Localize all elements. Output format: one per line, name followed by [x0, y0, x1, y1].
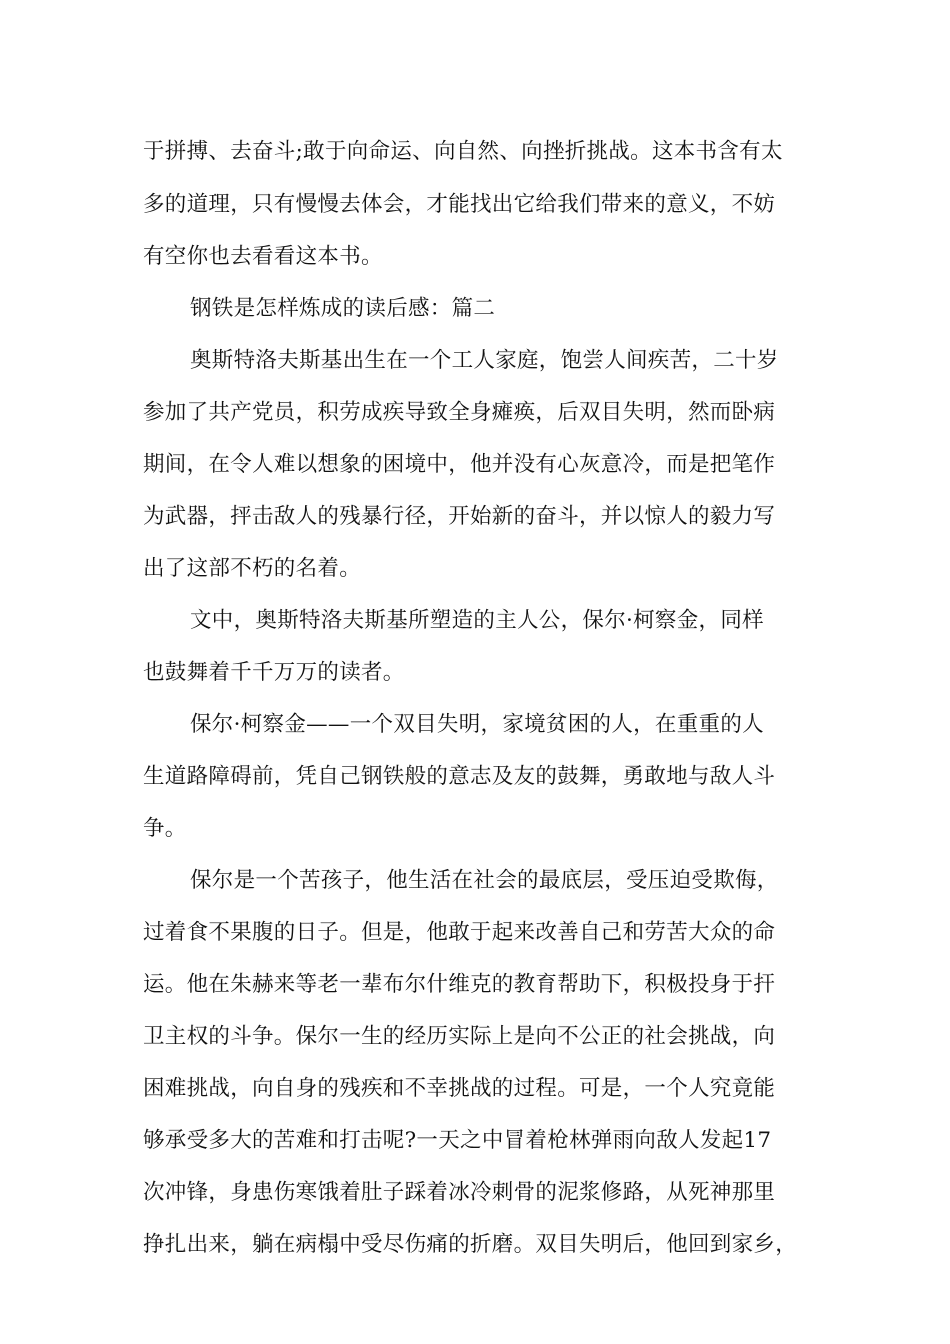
text-line: 保尔是一个苦孩子，他生活在社会的最底层，受压迫受欺侮，	[190, 868, 779, 893]
text-line: 出了这部不朽的名着。	[143, 556, 362, 581]
text-line: 卫主权的斗争。保尔一生的经历实际上是向不公正的社会挑战，向	[143, 1024, 776, 1049]
text-line: 期间，在令人难以想象的困境中，他并没有心灰意冷，而是把笔作	[143, 452, 776, 477]
text-line: 过着食不果腹的日子。但是，他敢于起来改善自己和劳苦大众的命	[143, 920, 776, 945]
text-line: 为武器，抨击敌人的残暴行径，开始新的奋斗，并以惊人的毅力写	[143, 504, 776, 529]
text-line: 运。他在朱赫来等老一辈布尔什维克的教育帮助下，积极投身于扞	[143, 972, 776, 997]
text-line: 有空你也去看看这本书。	[143, 244, 383, 269]
section-heading: 钢铁是怎样炼成的读后感：篇二	[190, 296, 496, 321]
text-line: 保尔·柯察金——一个双目失明，家境贫困的人，在重重的人	[190, 712, 764, 737]
text-line: 争。	[143, 816, 187, 841]
text-line: 困难挑战，向自身的残疾和不幸挑战的过程。可是，一个人究竟能	[143, 1076, 776, 1101]
text-line: 挣扎出来，躺在病榻中受尽伤痛的折磨。双目失明后，他回到家乡，	[143, 1232, 798, 1257]
text-line: 参加了共产党员，积劳成疾导致全身瘫痪，后双目失明，然而卧病	[143, 400, 776, 425]
text-line: 多的道理，只有慢慢去体会，才能找出它给我们带来的意义，不妨	[143, 192, 776, 217]
text-line: 文中，奥斯特洛夫斯基所塑造的主人公，保尔·柯察金，同样	[190, 608, 764, 633]
text-line: 奥斯特洛夫斯基出生在一个工人家庭，饱尝人间疾苦，二十岁	[190, 348, 779, 373]
text-line: 也鼓舞着千千万万的读者。	[143, 660, 405, 685]
text-line: 于拼搏、去奋斗;敢于向命运、向自然、向挫折挑战。这本书含有太	[143, 139, 783, 164]
text-line: 生道路障碍前，凭自己钢铁般的意志及友的鼓舞，勇敢地与敌人斗	[143, 764, 776, 789]
text-line: 够承受多大的苦难和打击呢?一天之中冒着枪林弹雨向敌人发起17	[143, 1128, 772, 1153]
text-line: 次冲锋，身患伤寒饿着肚子踩着冰冷刺骨的泥浆修路，从死神那里	[143, 1180, 776, 1205]
